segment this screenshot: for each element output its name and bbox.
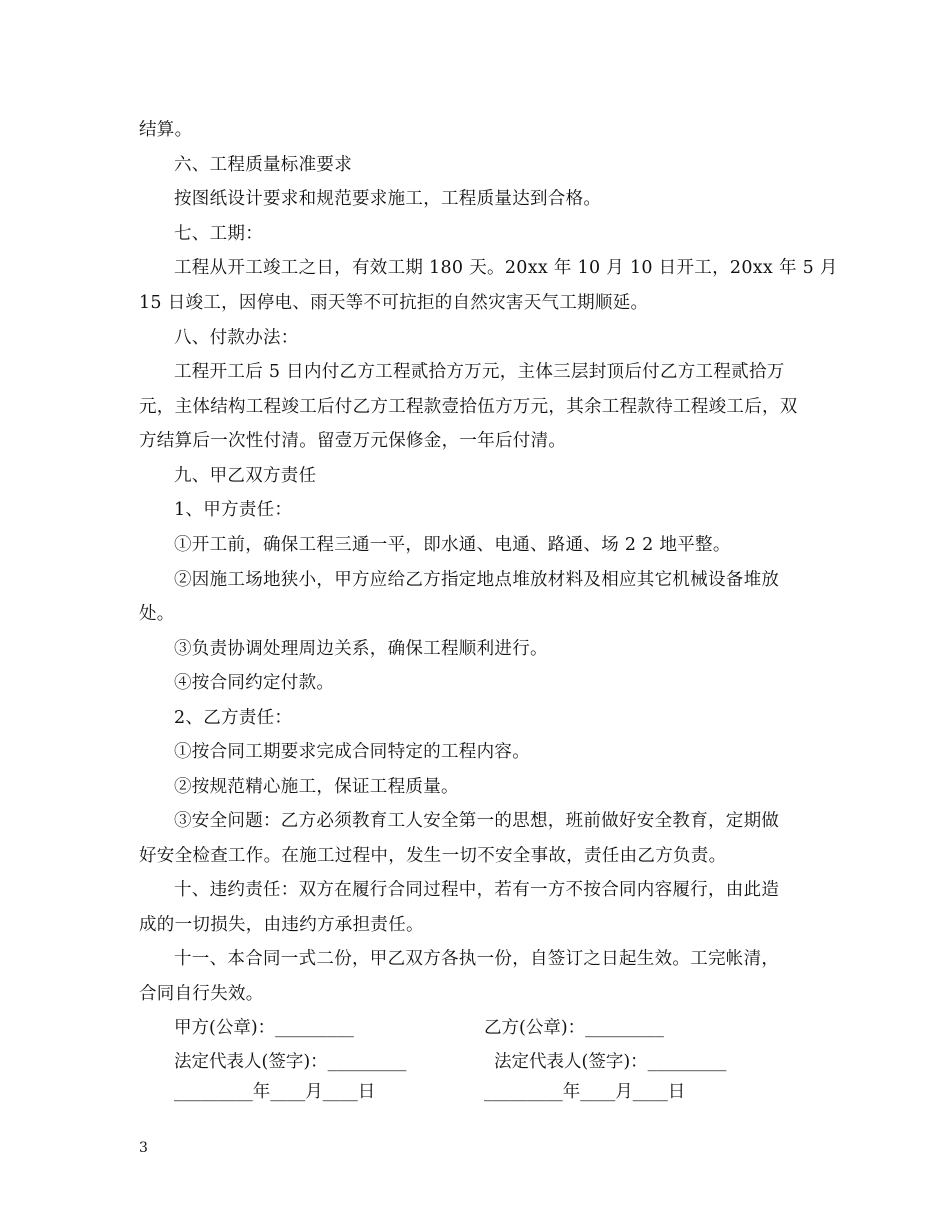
paragraph-line: ②按规范精心施工，保证工程质量。 — [174, 777, 459, 797]
paragraph-line: ③安全问题：乙方必须教育工人安全第一的思想，班前做好安全教育，定期做 — [174, 811, 780, 831]
party-b-representative-field: 法定代表人(签字)：_________ — [494, 1052, 727, 1072]
section-heading-duration: 七、工期： — [174, 224, 263, 244]
page-number: 3 — [139, 1140, 148, 1156]
paragraph-line: 方结算后一次性付清。留壹万元保修金，一年后付清。 — [139, 431, 567, 451]
section-heading-payment: 八、付款办法： — [174, 328, 299, 348]
paragraph-line: ②因施工场地狭小，甲方应给乙方指定地点堆放材料及相应其它机械设备堆放 — [174, 570, 780, 590]
party-b-date-field: _________年____月____日 — [484, 1082, 686, 1102]
paragraph-line: ①按合同工期要求完成合同特定的工程内容。 — [174, 742, 530, 762]
section-heading-responsibilities: 九、甲乙双方责任 — [174, 466, 317, 486]
paragraph-line: 工程开工后 5 日内付乙方工程贰拾方万元，主体三层封顶后付乙方工程贰拾万 — [174, 362, 785, 382]
paragraph-line: ④按合同约定付款。 — [174, 673, 335, 693]
subheading-party-b: 2、乙方责任： — [174, 708, 293, 728]
paragraph-line: 成的一切损失，由违约方承担责任。 — [139, 915, 424, 935]
paragraph-line: 十、违约责任：双方在履行合同过程中，若有一方不按合同内容履行，由此造 — [174, 880, 780, 900]
paragraph-line: 工程从开工竣工之日，有效工期 180 天。20xx 年 10 月 10 日开工，20xx 年 5 月 — [174, 258, 838, 278]
party-a-date-field: _________年____月____日 — [174, 1082, 376, 1102]
paragraph-line: 处。 — [139, 604, 175, 624]
party-a-seal-field: 甲方(公章)：_________ — [174, 1018, 354, 1038]
party-a-representative-field: 法定代表人(签字)：_________ — [174, 1052, 407, 1072]
subheading-party-a: 1、甲方责任： — [174, 500, 293, 520]
section-heading-quality: 六、工程质量标准要求 — [174, 155, 352, 175]
paragraph-line: 好安全检查工作。在施工过程中，发生一切不安全事故，责任由乙方负责。 — [139, 846, 727, 866]
paragraph-line: 按图纸设计要求和规范要求施工，工程质量达到合格。 — [174, 189, 602, 209]
party-b-seal-field: 乙方(公章)：_________ — [484, 1018, 664, 1038]
paragraph-line: 15 日竣工，因停电、雨天等不可抗拒的自然灾害天气工期顺延。 — [139, 293, 649, 313]
paragraph-line: 十一、本合同一式二份，甲乙双方各执一份，自签订之日起生效。工完帐清， — [174, 949, 780, 969]
paragraph-line: 结算。 — [139, 120, 193, 140]
paragraph-line: 元，主体结构工程竣工后付乙方工程款壹拾伍方万元，其余工程款待工程竣工后，双 — [139, 397, 798, 417]
paragraph-line: 合同自行失效。 — [139, 984, 264, 1004]
paragraph-line: ①开工前，确保工程三通一平，即水通、电通、路通、场 2 2 地平整。 — [174, 535, 731, 555]
paragraph-line: ③负责协调处理周边关系，确保工程顺利进行。 — [174, 639, 548, 659]
